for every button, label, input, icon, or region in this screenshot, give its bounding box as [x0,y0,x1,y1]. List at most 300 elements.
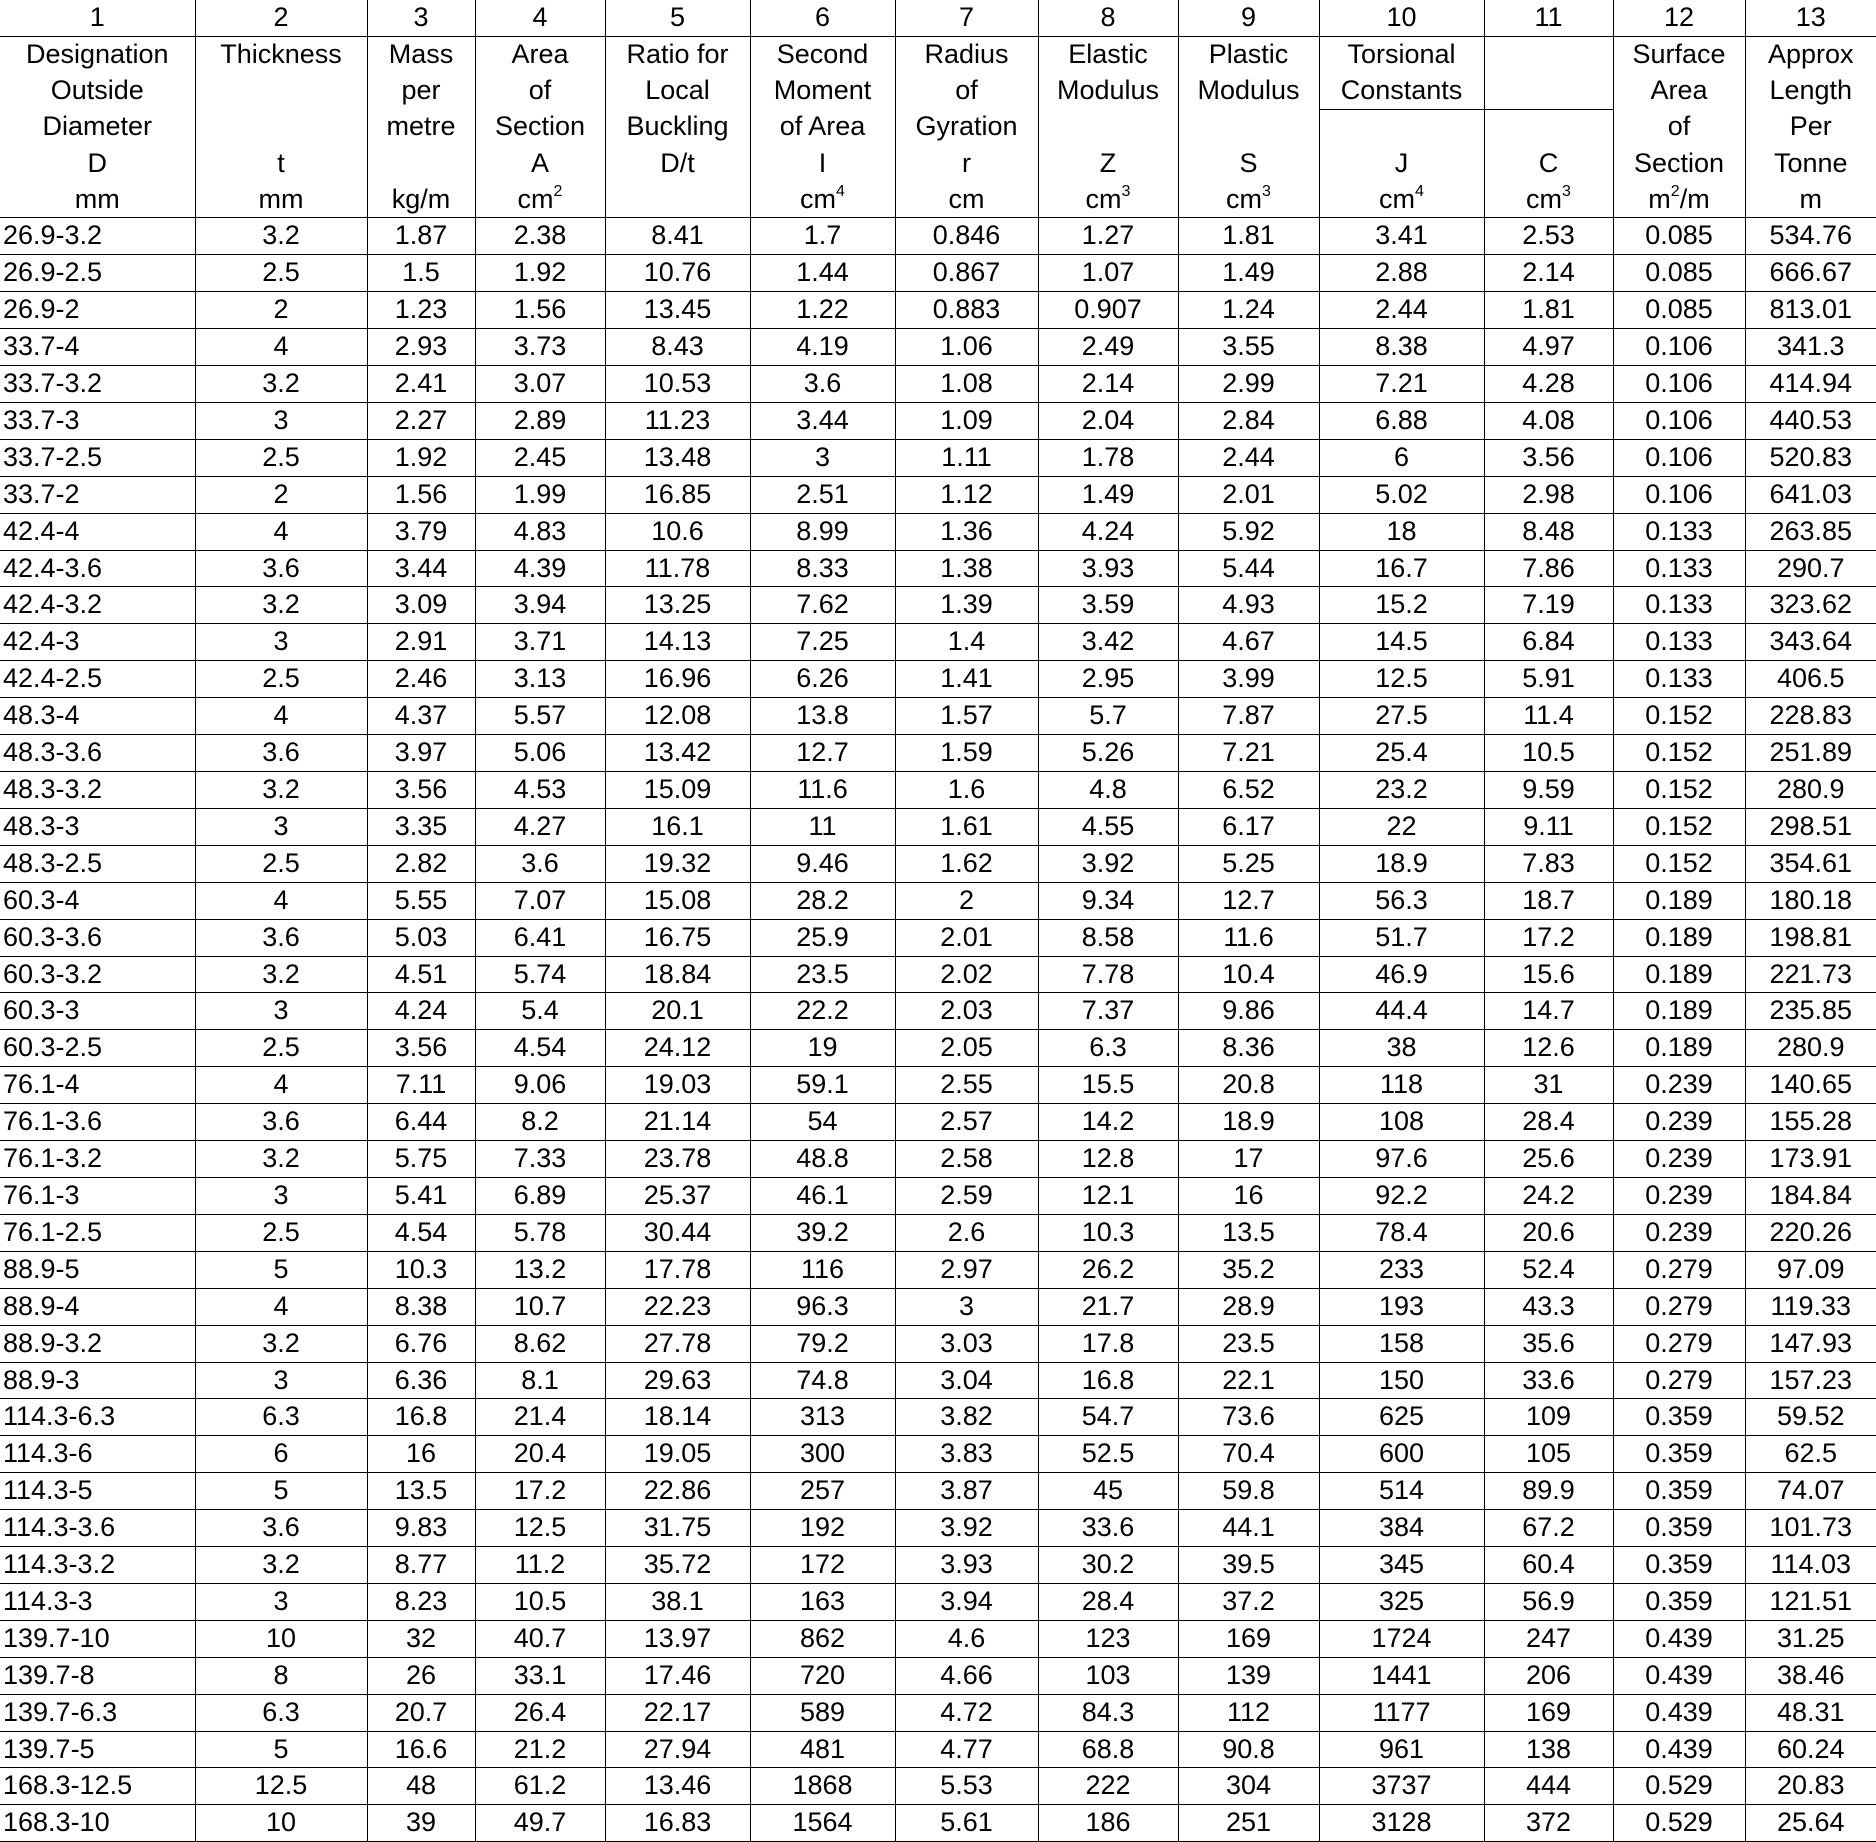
length-per-tonne-cell: 251.89 [1745,735,1876,772]
elastic-modulus-cell: 4.24 [1038,513,1178,550]
second-moment-cell: 23.5 [750,956,895,993]
column-header: of [1613,109,1745,145]
designation-cell: 88.9-5 [0,1251,195,1288]
torsional-j-cell: 8.38 [1319,329,1484,366]
unit-base: mm [74,183,120,214]
unit-base: m [1799,183,1822,214]
area-cell: 8.1 [475,1362,605,1399]
column-number-row [0,0,1876,36]
surface-area-cell: 0.085 [1613,292,1745,329]
thickness-cell: 2.5 [195,439,367,476]
torsional-j-cell: 78.4 [1319,1214,1484,1251]
second-moment-cell: 313 [750,1399,895,1436]
torsional-c-cell: 89.9 [1484,1473,1613,1510]
radius-gyration-cell: 1.4 [895,624,1038,661]
torsional-c-cell: 2.53 [1484,218,1613,255]
torsional-j-cell: 18 [1319,513,1484,550]
elastic-modulus-cell: 123 [1038,1620,1178,1657]
thickness-cell: 5 [195,1473,367,1510]
mass-per-metre-cell: 4.24 [367,993,475,1030]
torsional-c-cell: 7.86 [1484,550,1613,587]
length-per-tonne-cell: 220.26 [1745,1214,1876,1251]
torsional-c-cell: 28.4 [1484,1104,1613,1141]
second-moment-cell: 7.25 [750,624,895,661]
area-cell: 8.2 [475,1104,605,1141]
torsional-c-cell: 33.6 [1484,1362,1613,1399]
designation-cell: 60.3-3.2 [0,956,195,993]
radius-gyration-cell: 3.04 [895,1362,1038,1399]
plastic-modulus-cell: 44.1 [1178,1510,1319,1547]
mass-per-metre-cell: 1.56 [367,476,475,513]
torsional-j-cell: 625 [1319,1399,1484,1436]
elastic-modulus-cell: 2.04 [1038,402,1178,439]
length-per-tonne-cell: 31.25 [1745,1620,1876,1657]
plastic-modulus-cell: 20.8 [1178,1067,1319,1104]
elastic-modulus-cell: 222 [1038,1768,1178,1805]
second-moment-cell: 11.6 [750,772,895,809]
radius-gyration-cell: 2 [895,882,1038,919]
column-header: Outside [50,75,144,106]
column-number: 10 [1319,0,1484,36]
radius-gyration-cell: 1.06 [895,329,1038,366]
length-per-tonne-cell: 101.73 [1745,1510,1876,1547]
column-number: 4 [475,0,605,36]
length-per-tonne-cell: 414.94 [1745,366,1876,403]
area-cell: 4.83 [475,513,605,550]
second-moment-cell: 1564 [750,1805,895,1842]
ratio-local-buckling-cell: 13.45 [605,292,750,329]
surface-area-cell: 0.152 [1613,772,1745,809]
mass-per-metre-cell: 3.09 [367,587,475,624]
thickness-cell: 3.6 [195,1104,367,1141]
designation-cell: 48.3-3 [0,808,195,845]
radius-gyration-cell: 3.82 [895,1399,1038,1436]
table-row [0,439,1876,476]
torsional-j-cell: 3.41 [1319,218,1484,255]
second-moment-cell: 48.8 [750,1141,895,1178]
plastic-modulus-cell: 73.6 [1178,1399,1319,1436]
unit-exponent: 4 [1415,182,1424,200]
designation-cell: 139.7-6.3 [0,1694,195,1731]
thickness-cell: 3.6 [195,735,367,772]
second-moment-cell: 3 [750,439,895,476]
elastic-modulus-cell: 1.49 [1038,476,1178,513]
torsional-j-cell: 27.5 [1319,698,1484,735]
radius-gyration-cell: 5.53 [895,1768,1038,1805]
radius-gyration-cell: 1.6 [895,772,1038,809]
mass-per-metre-cell: 1.87 [367,218,475,255]
unit-base: cm [948,183,985,214]
plastic-modulus-cell: 1.49 [1178,255,1319,292]
column-header: S [1178,146,1319,182]
surface-area-cell: 0.279 [1613,1251,1745,1288]
mass-per-metre-cell: 13.5 [367,1473,475,1510]
torsional-j-cell: 23.2 [1319,772,1484,809]
column-number: 2 [195,0,367,36]
column-header: Second [750,36,895,72]
ratio-local-buckling-cell: 11.23 [605,402,750,439]
length-per-tonne-cell: 157.23 [1745,1362,1876,1399]
plastic-modulus-cell: 304 [1178,1768,1319,1805]
torsional-c-cell: 169 [1484,1694,1613,1731]
column-header [195,73,367,109]
table-row [0,772,1876,809]
elastic-modulus-cell: 0.907 [1038,292,1178,329]
second-moment-cell: 12.7 [750,735,895,772]
elastic-modulus-cell: 26.2 [1038,1251,1178,1288]
mass-per-metre-cell: 3.44 [367,550,475,587]
torsional-j-cell: 44.4 [1319,993,1484,1030]
mass-per-metre-cell: 5.03 [367,919,475,956]
designation-cell: 48.3-3.2 [0,772,195,809]
torsional-j-cell: 51.7 [1319,919,1484,956]
thickness-cell: 10 [195,1805,367,1842]
elastic-modulus-cell: 54.7 [1038,1399,1178,1436]
table-row [0,292,1876,329]
mass-per-metre-cell: 8.77 [367,1547,475,1584]
surface-area-cell: 0.152 [1613,735,1745,772]
plastic-modulus-cell: 3.99 [1178,661,1319,698]
area-cell: 9.06 [475,1067,605,1104]
length-per-tonne-cell: 520.83 [1745,439,1876,476]
area-cell: 3.07 [475,366,605,403]
torsional-j-cell: 233 [1319,1251,1484,1288]
torsional-j-cell: 1177 [1319,1694,1484,1731]
mass-per-metre-cell: 5.55 [367,882,475,919]
area-cell: 4.39 [475,550,605,587]
radius-gyration-cell: 1.41 [895,661,1038,698]
thickness-cell: 10 [195,1620,367,1657]
torsional-c-cell: 15.6 [1484,956,1613,993]
ratio-local-buckling-cell: 11.78 [605,550,750,587]
torsional-c-cell: 11.4 [1484,698,1613,735]
area-cell: 10.7 [475,1288,605,1325]
unit-label [605,182,750,218]
surface-area-cell: 0.359 [1613,1399,1745,1436]
radius-gyration-cell: 2.59 [895,1177,1038,1214]
ratio-local-buckling-cell: 18.14 [605,1399,750,1436]
surface-area-cell: 0.529 [1613,1805,1745,1842]
radius-gyration-cell: 0.846 [895,218,1038,255]
thickness-cell: 3.6 [195,919,367,956]
length-per-tonne-cell: 184.84 [1745,1177,1876,1214]
second-moment-cell: 8.33 [750,550,895,587]
designation-cell: 76.1-4 [0,1067,195,1104]
table-row [0,1399,1876,1436]
radius-gyration-cell: 4.72 [895,1694,1038,1731]
mass-per-metre-cell: 4.37 [367,698,475,735]
designation-cell: 76.1-3.6 [0,1104,195,1141]
thickness-cell: 4 [195,329,367,366]
torsional-j-cell: 56.3 [1319,882,1484,919]
ratio-local-buckling-cell: 16.75 [605,919,750,956]
column-header: Modulus [1038,73,1178,109]
surface-area-cell: 0.106 [1613,402,1745,439]
column-header: A [475,146,605,182]
surface-area-cell: 0.439 [1613,1694,1745,1731]
torsional-j-cell: 961 [1319,1731,1484,1768]
area-cell: 8.62 [475,1325,605,1362]
torsional-j-cell: 6 [1319,439,1484,476]
plastic-modulus-cell: 7.87 [1178,698,1319,735]
designation-cell: 33.7-4 [0,329,195,366]
elastic-modulus-cell: 33.6 [1038,1510,1178,1547]
torsional-j-cell: 118 [1319,1067,1484,1104]
unit-label [475,182,605,218]
radius-gyration-cell: 2.57 [895,1104,1038,1141]
unit-base: cm [800,183,837,214]
designation-cell: 60.3-2.5 [0,1030,195,1067]
torsional-c-cell: 17.2 [1484,919,1613,956]
plastic-modulus-cell: 28.9 [1178,1288,1319,1325]
plastic-modulus-cell: 9.86 [1178,993,1319,1030]
plastic-modulus-cell: 2.44 [1178,439,1319,476]
surface-area-cell: 0.152 [1613,698,1745,735]
unit-suffix: /m [1679,183,1710,214]
thickness-cell: 4 [195,513,367,550]
area-cell: 3.73 [475,329,605,366]
torsional-c-cell: 2.14 [1484,255,1613,292]
column-header: Modulus [1178,73,1319,109]
plastic-modulus-cell: 1.24 [1178,292,1319,329]
torsional-j-cell: 15.2 [1319,587,1484,624]
ratio-local-buckling-cell: 17.46 [605,1657,750,1694]
second-moment-cell: 3.44 [750,402,895,439]
plastic-modulus-cell: 17 [1178,1141,1319,1178]
unit-exponent: 2 [1670,182,1680,200]
length-per-tonne-cell: 114.03 [1745,1547,1876,1584]
area-cell: 2.38 [475,218,605,255]
mass-per-metre-cell: 3.56 [367,1030,475,1067]
surface-area-cell: 0.106 [1613,366,1745,403]
unit-label [1038,182,1178,218]
elastic-modulus-cell: 2.95 [1038,661,1178,698]
ratio-local-buckling-cell: 15.08 [605,882,750,919]
torsional-c-cell: 20.6 [1484,1214,1613,1251]
ratio-local-buckling-cell: 19.32 [605,845,750,882]
length-per-tonne-cell: 155.28 [1745,1104,1876,1141]
designation-cell: 48.3-4 [0,698,195,735]
table-row [0,1768,1876,1805]
column-header: of Area [750,109,895,145]
torsional-j-cell: 38 [1319,1030,1484,1067]
thickness-cell: 2.5 [195,255,367,292]
table-row [0,661,1876,698]
ratio-local-buckling-cell: 18.84 [605,956,750,993]
area-cell: 13.2 [475,1251,605,1288]
second-moment-cell: 74.8 [750,1362,895,1399]
area-cell: 6.89 [475,1177,605,1214]
ratio-local-buckling-cell: 10.6 [605,513,750,550]
length-per-tonne-cell: 20.83 [1745,1768,1876,1805]
torsional-c-cell: 1.81 [1484,292,1613,329]
plastic-modulus-cell: 7.21 [1178,735,1319,772]
torsional-c-cell: 67.2 [1484,1510,1613,1547]
area-cell: 6.41 [475,919,605,956]
elastic-modulus-cell: 1.27 [1038,218,1178,255]
ratio-local-buckling-cell: 15.09 [605,772,750,809]
area-cell: 3.6 [475,845,605,882]
elastic-modulus-cell: 5.7 [1038,698,1178,735]
units-row [0,182,1876,218]
second-moment-cell: 589 [750,1694,895,1731]
length-per-tonne-cell: 343.64 [1745,624,1876,661]
second-moment-cell: 19 [750,1030,895,1067]
radius-gyration-cell: 1.61 [895,808,1038,845]
second-moment-cell: 39.2 [750,1214,895,1251]
radius-gyration-cell: 2.6 [895,1214,1038,1251]
surface-area-cell: 0.133 [1613,587,1745,624]
length-per-tonne-cell: 406.5 [1745,661,1876,698]
length-per-tonne-cell: 534.76 [1745,218,1876,255]
mass-per-metre-cell: 39 [367,1805,475,1842]
radius-gyration-cell: 2.05 [895,1030,1038,1067]
mass-per-metre-cell: 20.7 [367,1694,475,1731]
radius-gyration-cell: 1.09 [895,402,1038,439]
torsional-j-cell: 3737 [1319,1768,1484,1805]
second-moment-cell: 25.9 [750,919,895,956]
surface-area-cell: 0.189 [1613,993,1745,1030]
torsional-j-cell: 14.5 [1319,624,1484,661]
torsional-j-cell: 5.02 [1319,476,1484,513]
mass-per-metre-cell: 2.41 [367,366,475,403]
plastic-modulus-cell: 39.5 [1178,1547,1319,1584]
radius-gyration-cell: 3.87 [895,1473,1038,1510]
second-moment-cell: 11 [750,808,895,845]
plastic-modulus-cell: 12.7 [1178,882,1319,919]
area-cell: 20.4 [475,1436,605,1473]
designation-cell: 114.3-5 [0,1473,195,1510]
elastic-modulus-cell: 186 [1038,1805,1178,1842]
unit-base: cm [1226,183,1263,214]
second-moment-cell: 2.51 [750,476,895,513]
plastic-modulus-cell: 70.4 [1178,1436,1319,1473]
area-cell: 3.71 [475,624,605,661]
elastic-modulus-cell: 15.5 [1038,1067,1178,1104]
ratio-local-buckling-cell: 27.78 [605,1325,750,1362]
length-per-tonne-cell: 25.64 [1745,1805,1876,1842]
ratio-local-buckling-cell: 13.97 [605,1620,750,1657]
plastic-modulus-cell: 8.36 [1178,1030,1319,1067]
ratio-local-buckling-cell: 19.05 [605,1436,750,1473]
table-row [0,698,1876,735]
second-moment-cell: 96.3 [750,1288,895,1325]
plastic-modulus-cell: 35.2 [1178,1251,1319,1288]
second-moment-cell: 4.19 [750,329,895,366]
plastic-modulus-cell: 4.67 [1178,624,1319,661]
plastic-modulus-cell: 2.99 [1178,366,1319,403]
surface-area-cell: 0.239 [1613,1177,1745,1214]
length-per-tonne-cell: 298.51 [1745,808,1876,845]
column-header: Local [605,73,750,109]
area-cell: 4.27 [475,808,605,845]
length-per-tonne-cell: 60.24 [1745,1731,1876,1768]
thickness-cell: 4 [195,882,367,919]
mass-per-metre-cell: 16.6 [367,1731,475,1768]
ratio-local-buckling-cell: 13.25 [605,587,750,624]
plastic-modulus-cell: 6.52 [1178,772,1319,809]
thickness-cell: 5 [195,1251,367,1288]
designation-cell: 88.9-3.2 [0,1325,195,1362]
second-moment-cell: 22.2 [750,993,895,1030]
table-row [0,402,1876,439]
plastic-modulus-cell: 59.8 [1178,1473,1319,1510]
designation-cell: 88.9-3 [0,1362,195,1399]
torsional-c-cell: 10.5 [1484,735,1613,772]
column-header: Mass [367,36,475,72]
radius-gyration-cell: 3.94 [895,1583,1038,1620]
elastic-modulus-cell: 3.59 [1038,587,1178,624]
unit-exponent: 3 [1562,182,1571,200]
length-per-tonne-cell: 119.33 [1745,1288,1876,1325]
length-per-tonne-cell: 74.07 [1745,1473,1876,1510]
torsional-c-cell: 12.6 [1484,1030,1613,1067]
torsional-c-cell: 25.6 [1484,1141,1613,1178]
torsional-j-cell: 18.9 [1319,845,1484,882]
elastic-modulus-cell: 3.92 [1038,845,1178,882]
table-row [0,587,1876,624]
radius-gyration-cell: 1.11 [895,439,1038,476]
plastic-modulus-cell: 10.4 [1178,956,1319,993]
mass-per-metre-cell: 5.41 [367,1177,475,1214]
column-number: 6 [750,0,895,36]
table-row [0,550,1876,587]
column-header [1484,36,1613,72]
ratio-local-buckling-cell: 35.72 [605,1547,750,1584]
column-header: Diameter [42,111,153,142]
table-row [0,1694,1876,1731]
mass-per-metre-cell: 3.56 [367,772,475,809]
radius-gyration-cell: 0.883 [895,292,1038,329]
designation-cell: 42.4-3 [0,624,195,661]
table-row [0,1288,1876,1325]
area-cell: 61.2 [475,1768,605,1805]
torsional-j-cell: 2.44 [1319,292,1484,329]
radius-gyration-cell: 1.38 [895,550,1038,587]
mass-per-metre-cell: 4.54 [367,1214,475,1251]
plastic-modulus-cell: 37.2 [1178,1583,1319,1620]
plastic-modulus-cell: 18.9 [1178,1104,1319,1141]
torsional-c-cell: 9.11 [1484,808,1613,845]
surface-area-cell: 0.189 [1613,882,1745,919]
elastic-modulus-cell: 7.78 [1038,956,1178,993]
plastic-modulus-cell: 4.93 [1178,587,1319,624]
table-row [0,1583,1876,1620]
thickness-cell: 3.2 [195,366,367,403]
mass-per-metre-cell: 2.91 [367,624,475,661]
surface-area-cell: 0.152 [1613,808,1745,845]
area-cell: 2.45 [475,439,605,476]
column-header: D [87,147,107,178]
surface-area-cell: 0.439 [1613,1657,1745,1694]
torsional-j-cell: 22 [1319,808,1484,845]
torsional-j-cell: 3128 [1319,1805,1484,1842]
area-cell: 3.13 [475,661,605,698]
plastic-modulus-cell: 251 [1178,1805,1319,1842]
elastic-modulus-cell: 3.93 [1038,550,1178,587]
unit-label [1178,182,1319,218]
column-header: Tonne [1745,146,1876,182]
table-row [0,1436,1876,1473]
area-cell: 49.7 [475,1805,605,1842]
designation-cell: 48.3-2.5 [0,845,195,882]
torsional-j-cell: 46.9 [1319,956,1484,993]
column-header: Elastic [1038,36,1178,72]
thickness-cell: 3.6 [195,1510,367,1547]
second-moment-cell: 8.99 [750,513,895,550]
length-per-tonne-cell: 290.7 [1745,550,1876,587]
ratio-local-buckling-cell: 19.03 [605,1067,750,1104]
